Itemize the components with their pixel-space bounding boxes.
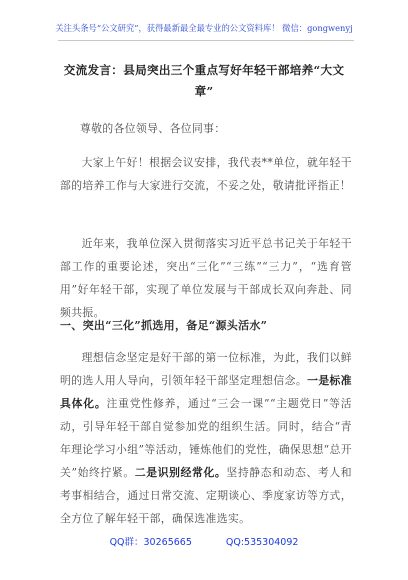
paragraph-text: 理想信念坚定是好干部的第一位标准，为此，我们以鲜明的选人用人导向，引领年轻干部坚定理想信念。 <box>60 351 352 387</box>
paragraph-text: 注重党性修养，通过“三会一课”“主题党日”等活动，引导年轻干部自觉参加党的组织生活。同时，结合“青年理论学习小组”等活动，锤炼他们的党性，确保思想“总开关”始终拧紧。 <box>60 397 352 479</box>
paragraph-section-1 <box>60 346 352 530</box>
header-divider <box>58 40 354 41</box>
footer-contact <box>0 534 408 548</box>
salutation: 尊敬的各位领导、各位同事： <box>80 122 226 135</box>
paragraph-opening: 大家上午好！根据会议安排，我代表**单位，就年轻干部的培养工作与大家进行交流，不妥之处，敬请批评指正！ <box>60 156 352 192</box>
qq-number: QQ:535304092 <box>225 537 299 548</box>
emphasis-point-1: 一是标准具体化。 <box>60 374 352 410</box>
paragraph-text: 坚持静态和动态、考人和考事相结合，通过日常交流、定期谈心、季度家访等方式，全方位了解年轻干部，确保选准选实。 <box>60 466 352 525</box>
emphasis-point-2: 二是识别经常化。 <box>134 466 227 479</box>
paragraph-overview: 近年来，我单位深入贯彻落实习近平总书记关于年轻干部工作的重要论述，突出“三化”“三练”“三力”，“选育管用”好年轻干部，实现了单位发展与干部成长双向奔赴、同频共振。 <box>60 237 352 319</box>
qq-group-number: QQ群：30265665 <box>109 537 192 548</box>
header-notice: 关注头条号“公文研究”，获得最新最全最专业的公文资料库！ 微信：gongwenyj <box>55 23 353 33</box>
section-heading-1: 一、突出“三化”抓选用，备足“源头活水” <box>60 319 268 332</box>
document-title: 交流发言：县局突出三个重点写好年轻干部培养“大文章” <box>63 63 345 98</box>
